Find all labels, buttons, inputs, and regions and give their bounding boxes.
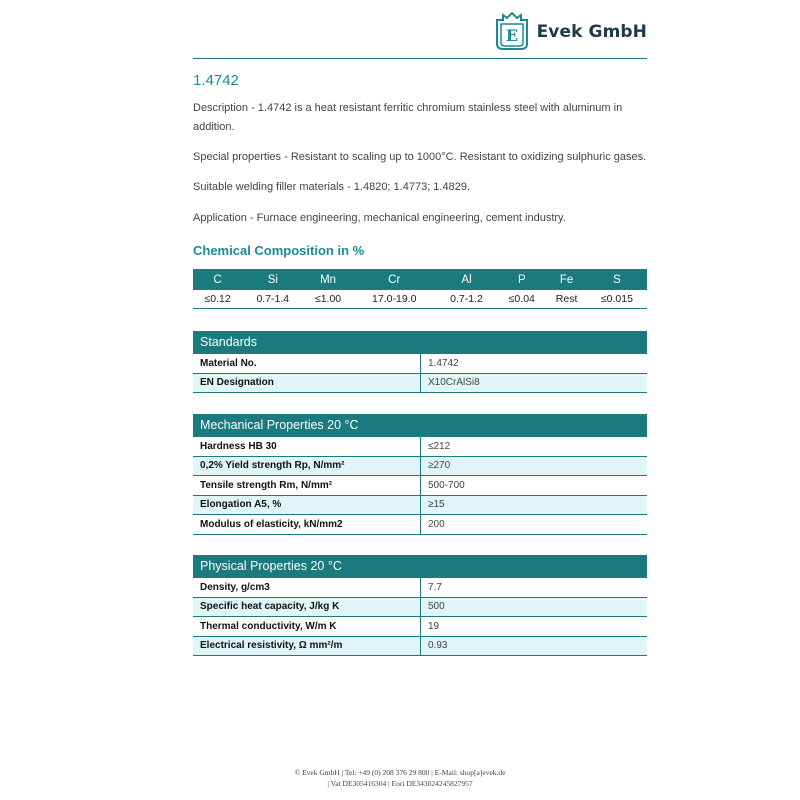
- property-key: Hardness HB 30: [193, 437, 421, 457]
- property-value: 500-700: [421, 476, 648, 496]
- physical-header-row: [193, 555, 647, 578]
- welding-filler-text: - 1.4820; 1.4773; 1.4829.: [344, 181, 471, 193]
- composition-value-cell: ≤0.04: [497, 290, 546, 309]
- material-title: 1.4742: [193, 72, 239, 89]
- physical-properties-table: [193, 555, 647, 656]
- composition-header-cell: Al: [436, 269, 497, 290]
- table-row: [193, 578, 647, 598]
- composition-value-cell: Rest: [546, 290, 587, 309]
- property-value: ≥270: [421, 456, 648, 476]
- physical-heading: Physical Properties 20 °C: [193, 555, 647, 578]
- application-text: - Furnace engineering, mechanical engineering, cement industry.: [246, 212, 566, 224]
- special-properties-text: - Resistant to scaling up to 1000°C. Resistant to oxidizing sulphuric gases.: [281, 151, 647, 163]
- table-row: [193, 597, 647, 617]
- property-value: 200: [421, 515, 648, 535]
- composition-heading: Chemical Composition in %: [193, 243, 365, 258]
- description-text: - 1.4742 is a heat resistant ferritic chromium stainless steel with aluminum in addition.: [193, 102, 623, 133]
- footer-contact-line: © Evek GmbH | Tel: +49 (0) 208 376 29 800 | E-Mail: shop[a]evek.de: [294, 768, 506, 777]
- evek-emblem-icon: [493, 12, 531, 52]
- table-row: [193, 437, 647, 457]
- page-header: [193, 10, 647, 59]
- footer-tax-line: | Vat DE305416304 | Eori DE343024245827957: [327, 779, 473, 788]
- property-value: ≥15: [421, 495, 648, 515]
- mechanical-properties-table: [193, 414, 647, 535]
- table-row: [193, 476, 647, 496]
- composition-header-cell: Si: [242, 269, 303, 290]
- property-key: Modulus of elasticity, kN/mm2: [193, 515, 421, 535]
- mechanical-heading: Mechanical Properties 20 °C: [193, 414, 647, 437]
- table-row: [193, 617, 647, 637]
- composition-header-cell: Fe: [546, 269, 587, 290]
- property-key: Thermal conductivity, W/m K: [193, 617, 421, 637]
- composition-header-cell: P: [497, 269, 546, 290]
- property-key: Material No.: [193, 354, 421, 374]
- application-paragraph: [193, 209, 647, 228]
- property-value: 19: [421, 617, 648, 637]
- special-properties-paragraph: [193, 148, 647, 167]
- table-row: [193, 456, 647, 476]
- property-key: Specific heat capacity, J/kg K: [193, 597, 421, 617]
- description-paragraph: [193, 99, 647, 137]
- composition-header-row: [193, 269, 647, 290]
- table-row: [193, 515, 647, 535]
- standards-table: [193, 331, 647, 393]
- property-value: 1.4742: [421, 354, 648, 374]
- composition-value-row: [193, 290, 647, 309]
- standards-heading: Standards: [193, 331, 647, 354]
- property-value: 0.93: [421, 636, 648, 656]
- welding-filler-paragraph: [193, 178, 647, 197]
- table-row: [193, 495, 647, 515]
- property-key: Electrical resistivity, Ω mm²/m: [193, 636, 421, 656]
- svg-text:E: E: [505, 26, 518, 45]
- property-value: 500: [421, 597, 648, 617]
- brand-name: Evek GmbH: [536, 22, 647, 42]
- property-value: ≤212: [421, 437, 648, 457]
- property-key: 0,2% Yield strength Rp, N/mm²: [193, 456, 421, 476]
- composition-header-cell: Mn: [303, 269, 352, 290]
- brand-logo[interactable]: [493, 12, 647, 52]
- composition-value-cell: ≤1.00: [303, 290, 352, 309]
- special-properties-label: Special properties: [193, 151, 282, 163]
- table-row: [193, 354, 647, 374]
- composition-header-cell: Cr: [353, 269, 436, 290]
- page-footer: [0, 767, 800, 789]
- mechanical-header-row: [193, 414, 647, 437]
- description-label: Description: [193, 102, 249, 114]
- composition-header-cell: S: [587, 269, 647, 290]
- property-key: Density, g/cm3: [193, 578, 421, 598]
- table-row: [193, 373, 647, 393]
- composition-value-cell: ≤0.015: [587, 290, 647, 309]
- composition-value-cell: ≤0.12: [193, 290, 242, 309]
- property-key: Elongation A5, %: [193, 495, 421, 515]
- composition-header-cell: C: [193, 269, 242, 290]
- composition-value-cell: 0.7-1.2: [436, 290, 497, 309]
- standards-header-row: [193, 331, 647, 354]
- welding-filler-label: Suitable welding filler materials: [193, 181, 345, 193]
- property-value: X10CrAlSi8: [421, 373, 648, 393]
- property-key: Tensile strength Rm, N/mm²: [193, 476, 421, 496]
- composition-table: [193, 269, 647, 309]
- property-value: 7.7: [421, 578, 648, 598]
- property-key: EN Designation: [193, 373, 421, 393]
- table-row: [193, 636, 647, 656]
- composition-value-cell: 0.7-1.4: [242, 290, 303, 309]
- application-label: Application: [193, 212, 247, 224]
- composition-value-cell: 17.0-19.0: [353, 290, 436, 309]
